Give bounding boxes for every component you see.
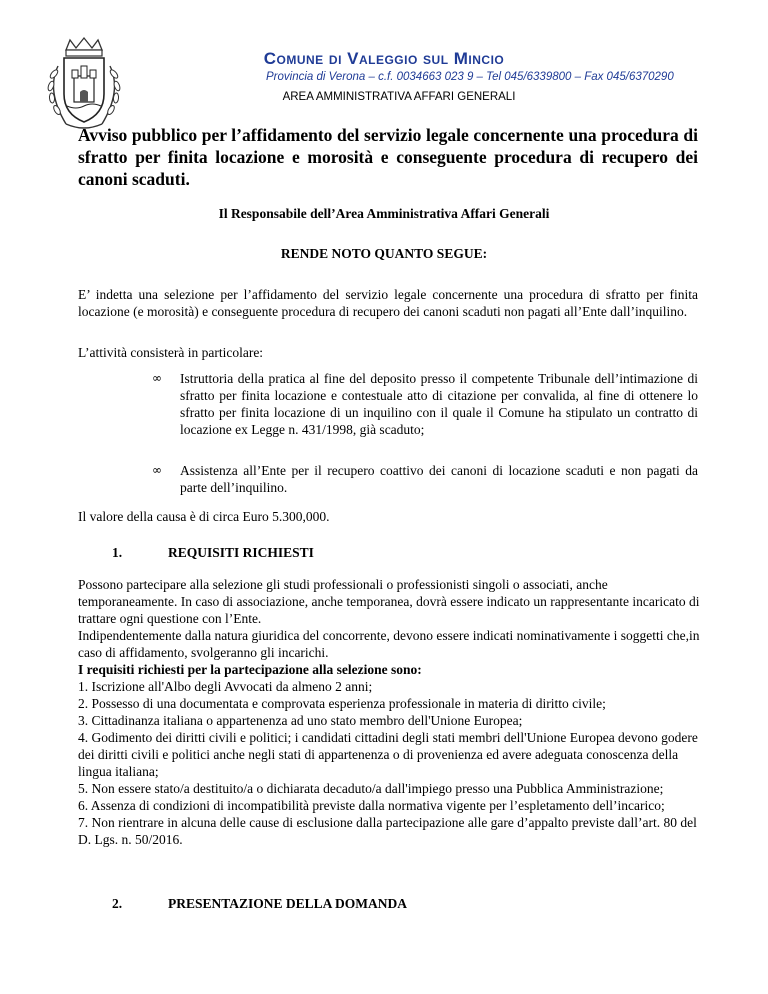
requirement-item: 1. Iscrizione all'Albo degli Avvocati da almeno 2 anni;	[78, 679, 373, 694]
contact-line: Provincia di Verona – c.f. 0034663 023 9 – Tel 045/6339800 – Fax 045/6370290	[266, 71, 674, 83]
responsible-line: Il Responsabile dell’Area Amministrativa Affari Generali	[218, 206, 550, 221]
intro-paragraph: E’ indetta una selezione per l’affidamento del servizio legale concernente una procedura di sfratto per finita locazione (e morosità) e conseguente procedura di recupero dei canoni scaduti non pagati all’Ente dall’inquilino.	[78, 287, 698, 319]
section-number: 2.	[112, 896, 123, 911]
municipality-name: Comune di Valeggio sul Mincio	[263, 49, 505, 68]
requirements-heading: I requisiti richiesti per la partecipazione alla selezione sono:	[78, 662, 422, 677]
requirements-intro: Possono partecipare alla selezione gli studi professionali o professionisti singoli o associati, anche temporaneamente. In caso di associazione, anche temporanea, dovrà essere indicato un rappresentante incaricato di trattare ogni questione con l’Ente.	[78, 577, 700, 626]
section-title: REQUISITI RICHIESTI	[168, 545, 314, 560]
list-item	[152, 370, 698, 438]
letterhead	[0, 48, 768, 103]
bullet-icon: ∞	[152, 371, 162, 385]
department-name: AREA AMMINISTRATIVA AFFARI GENERALI	[282, 91, 516, 103]
requirement-item: 7. Non rientrare in alcuna delle cause di esclusione dalla partecipazione alle gare d’appalto previste dall’art. 80 del D. Lgs. n. 50/2016.	[78, 815, 697, 847]
list-item	[152, 462, 698, 496]
section-title: PRESENTAZIONE DELLA DOMANDA	[168, 896, 408, 911]
requirements-block	[78, 576, 700, 848]
section-number: 1.	[112, 545, 123, 560]
notice-title: Avviso pubblico per l’affidamento del servizio legale concernente una procedura di sfratto per finita locazione e morosità e conseguente procedura di recupero dei canoni scaduti.	[78, 125, 698, 189]
bullet-text: Istruttoria della pratica al fine del deposito presso il competente Tribunale dell’intimazione di sfratto per finita locazione e contestuale atto di citazione per convalida, al fine di ottenere lo sfratto per finita locazione di un inquilino con il quale il Comune ha stipulato un contratto di locazione ex Legge n. 431/1998, già scaduto;	[180, 371, 698, 437]
bullet-icon: ∞	[152, 463, 162, 477]
requirement-item: 3. Cittadinanza italiana o appartenenza ad uno stato membro dell'Unione Europea;	[78, 713, 523, 728]
requirement-item: 5. Non essere stato/a destituito/a o dichiarata decaduto/a dall'impiego presso una Pubblica Amministrazione;	[78, 781, 664, 796]
section-heading-requirements	[112, 545, 314, 561]
activity-paragraph: L’attività consisterà in particolare:	[78, 345, 264, 360]
value-line: Il valore della causa è di circa Euro 5.300,000.	[78, 509, 330, 524]
requirement-item: 6. Assenza di condizioni di incompatibilità previste dalla normativa vigente per l’espletamento dell’incarico;	[78, 798, 665, 813]
requirement-item: 2. Possesso di una documentata e comprovata esperienza professionale in materia di diritto civile;	[78, 696, 606, 711]
section-heading-application	[112, 896, 407, 912]
requirements-intro-2: Indipendentemente dalla natura giuridica del concorrente, devono essere indicati nominativamente i soggetti che,in caso di affidamento, svolgeranno gli incarichi.	[78, 628, 700, 660]
announcement-heading: RENDE NOTO QUANTO SEGUE:	[280, 246, 488, 261]
requirement-item: 4. Godimento dei diritti civili e politici; i candidati cittadini degli stati membri dell'Unione Europea devono godere dei diritti civili e politici anche negli stati di appartenenza o di provenienza ed avere adeguata conoscenza della lingua italiana;	[78, 730, 698, 779]
bullet-text: Assistenza all’Ente per il recupero coattivo dei canoni di locazione scaduti e non pagati da parte dell’inquilino.	[180, 463, 698, 495]
